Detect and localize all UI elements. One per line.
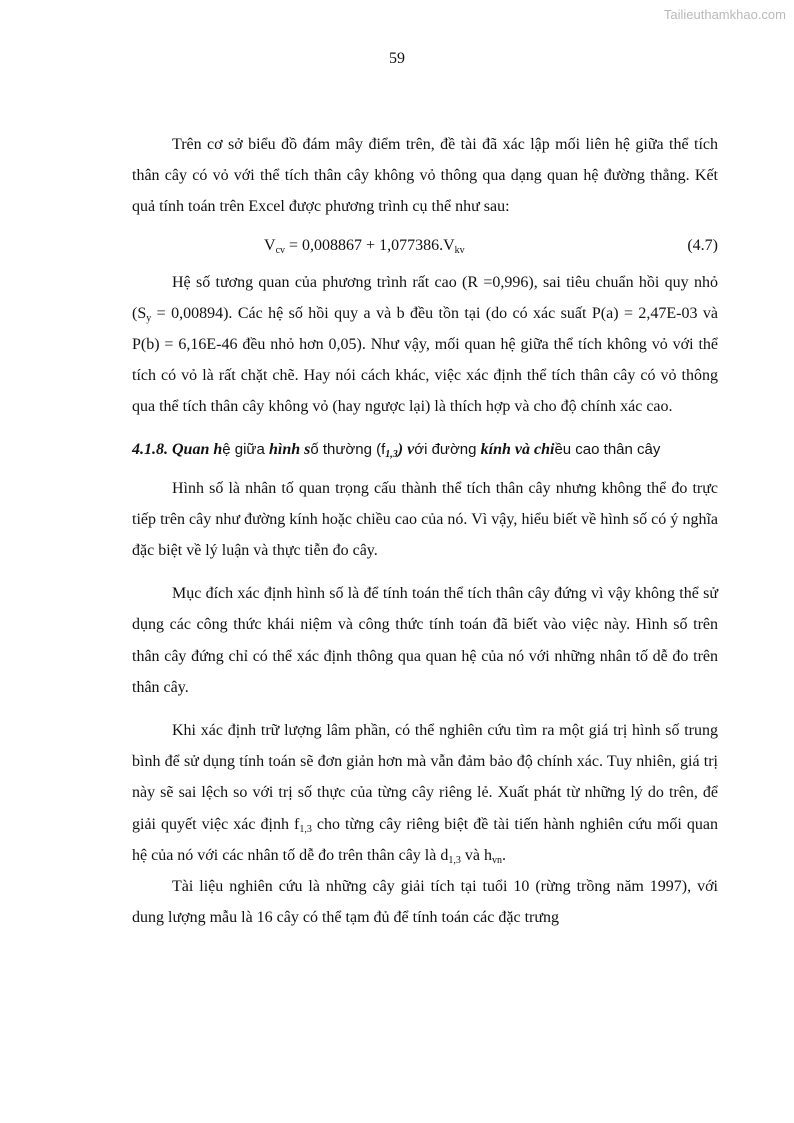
heading-text-1: ệ giữa <box>222 440 269 458</box>
equation-number: (4.7) <box>687 236 718 254</box>
p5-text-d: . <box>501 846 506 864</box>
paragraph-3: Hình số là nhân tố quan trọng cấu thành thể tích thân cây nhưng không thể đo trực tiếp trên cây như đường kính hoặc chiều cao của nó. Vì vậy, hiểu biết về hình số có ý nghĩa đặc biệt về lý luận và thực tiễn đo cây. <box>132 479 718 560</box>
heading-subscript: 1,3 <box>385 448 398 460</box>
p2-subscript: y <box>146 312 152 324</box>
heading-text-3: ) <box>397 440 404 458</box>
paragraph-2 <box>132 267 718 423</box>
equation-formula <box>264 227 465 265</box>
equation-lhs: V <box>264 236 276 254</box>
heading-bold-2: hình s <box>269 440 311 458</box>
paragraph-1: Trên cơ sở biểu đồ đám mây điểm trên, đề tài đã xác lập mối liên hệ giữa thể tích thân cây có vỏ với thể tích thân cây không vỏ thông qua dạng quan hệ đường thẳng. Kết quả tính toán trên Excel được phương trình cụ thể như sau: <box>132 136 718 216</box>
heading-text-5: ều cao thân cây <box>554 440 661 458</box>
equation-body: = 0,008867 + 1,077386.V <box>285 236 455 254</box>
heading-bold-1: 4.1.8. Quan h <box>132 440 223 458</box>
paragraph-6: Tài liệu nghiên cứu là những cây giải tích tại tuổi 10 (rừng trồng năm 1997), với dung lượng mẫu là 16 cây có thể tạm đủ để tính toán các đặc trưng <box>132 878 718 927</box>
p5-text-b: cho từng cây riêng biệt đề tài tiến hành nghiên cứu mối quan hệ của nó với các nhân tố dễ đo trên thân cây là d <box>132 815 718 864</box>
heading-text-4: ới đường <box>414 440 481 458</box>
heading-bold-4: v <box>403 440 415 458</box>
p2-text-a: Hệ số tương quan của phương trình rất cao (R =0,996), sai tiêu chuẩn hồi quy nhỏ (S <box>132 273 718 322</box>
equation-lhs-subscript: cv <box>275 244 286 256</box>
heading-symbol: f <box>381 440 386 458</box>
p5-text-c: và h <box>460 846 492 864</box>
page-content <box>132 129 718 933</box>
section-heading-4-1-8 <box>132 435 718 465</box>
watermark: Tailieuthamkhao.com <box>663 7 786 22</box>
p5-subscript-1: 1,3 <box>299 823 312 835</box>
p5-subscript-3: vn <box>491 854 502 866</box>
heading-text-2: ố thường ( <box>310 440 382 458</box>
p5-text-a: Khi xác định trữ lượng lâm phần, có thể nghiên cứu tìm ra một giá trị hình số trung bình để sử dụng tính toán sẽ đơn giản hơn mà vẫn đảm bảo độ chính xác. Tuy nhiên, giá trị này sẽ sai lệch so với trị số thực của từng cây riêng lẻ. Xuất phát từ những lý do trên, để giải quyết việc xác định f <box>132 722 718 833</box>
paragraph-5 <box>132 715 718 871</box>
heading-bold-5: kính và chi <box>480 440 555 458</box>
page-number: 59 <box>389 50 405 67</box>
paragraph-4: Mục đích xác định hình số là để tính toán thể tích thân cây đứng vì vậy không thể sử dụng các công thức khái niệm và công thức tính toán đã biết vào việc này. Hình số trên thân cây đứng chỉ có thể xác định thông qua quan hệ của nó với những nhân tố dễ đo trên thân cây. <box>132 585 718 696</box>
equation-4-7 <box>132 227 718 265</box>
p2-text-b: = 0,00894). Các hệ số hồi quy a và b đều tồn tại (do có xác suất P(a) = 2,47E-03 và P(b) = 6,16E-46 đều nhỏ hơn 0,05). Như vậy, mối quan hệ giữa thể tích không vỏ với thể tích có vỏ là rất chặt chẽ. Hay nói cách khác, việc xác định thể tích thân cây có vỏ thông qua thể tích thân cây không vỏ (hay ngược lại) là thích hợp và cho độ chính xác cao. <box>132 304 718 416</box>
equation-rhs-subscript: kv <box>454 244 465 256</box>
p5-subscript-2: 1,3 <box>448 854 461 866</box>
